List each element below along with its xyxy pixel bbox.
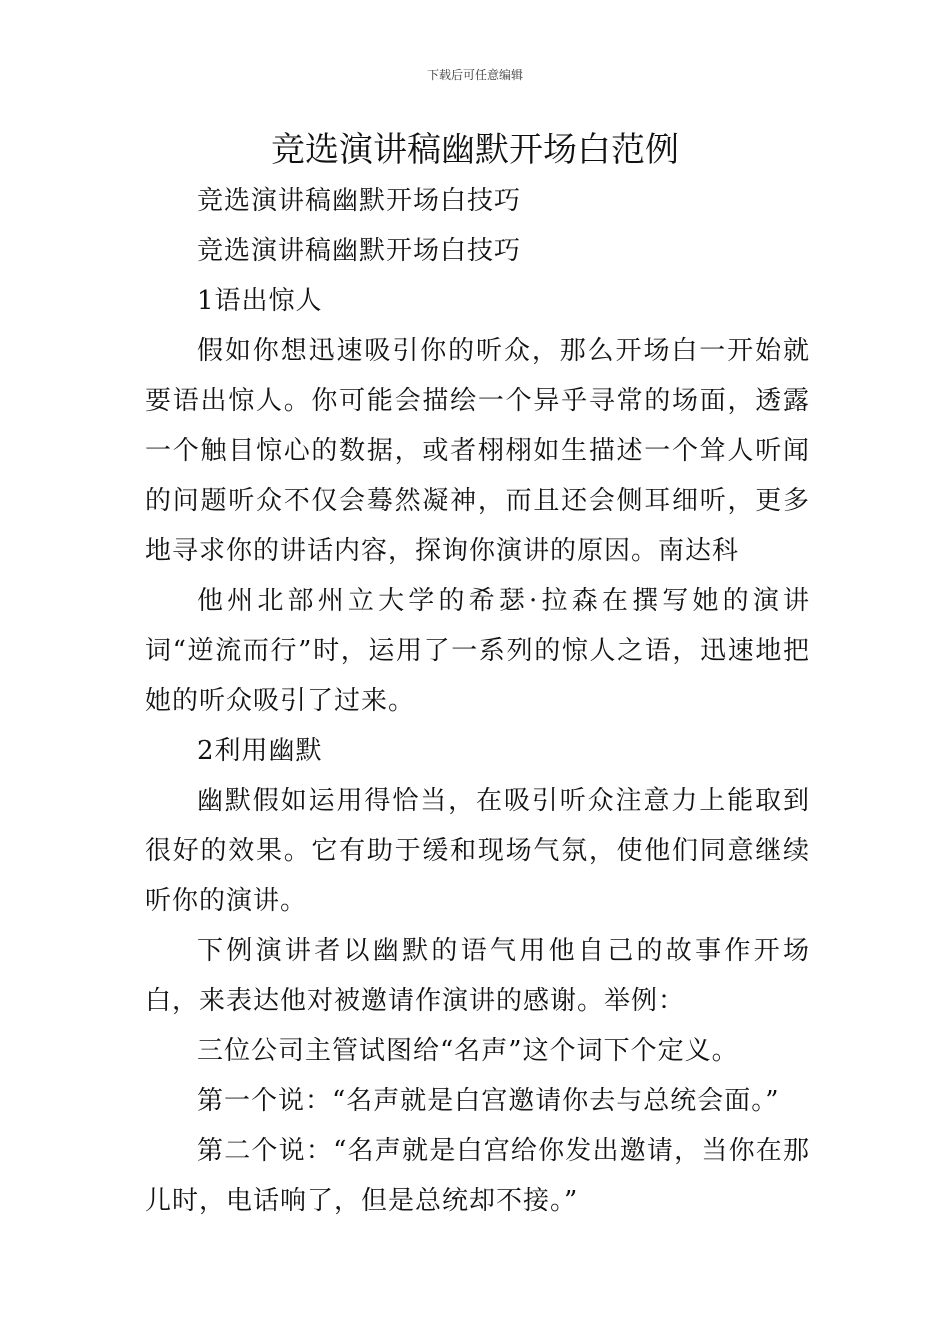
section-heading: 2利用幽默 — [197, 736, 323, 766]
document-body — [145, 176, 810, 1226]
document-title: 竞选演讲稿幽默开场白范例 — [271, 130, 679, 170]
paragraph: 他州北部州立大学的希瑟·拉森在撰写她的演讲词“逆流而行”时，运用了一系列的惊人之语，迅速地把她的听众吸引了过来。 — [145, 586, 810, 716]
page-header-note: 下载后可任意编辑 — [426, 68, 523, 82]
paragraph: 假如你想迅速吸引你的听众，那么开场白一开始就要语出惊人。你可能会描绘一个异乎寻常的场面，透露一个触目惊心的数据，或者栩栩如生描述一个耸人听闻的问题听众不仅会蓦然凝神，而且还会侧耳细听，更多地寻求你的讲话内容，探询你演讲的原因。南达科 — [145, 336, 810, 566]
paragraph: 幽默假如运用得恰当，在吸引听众注意力上能取到很好的效果。它有助于缓和现场气氛，使他们同意继续听你的演讲。 — [145, 786, 810, 916]
section-heading: 1语出惊人 — [197, 286, 323, 316]
paragraph: 第二个说：“名声就是白宫给你发出邀请，当你在那儿时，电话响了，但是总统却不接。” — [145, 1136, 810, 1216]
paragraph: 下例演讲者以幽默的语气用他自己的故事作开场白，来表达他对被邀请作演讲的感谢。举例： — [145, 936, 810, 1016]
paragraph: 三位公司主管试图给“名声”这个词下个定义。 — [197, 1036, 739, 1066]
paragraph: 竞选演讲稿幽默开场白技巧 — [197, 186, 522, 216]
paragraph: 竞选演讲稿幽默开场白技巧 — [197, 236, 522, 266]
paragraph: 第一个说：“名声就是白宫邀请你去与总统会面。” — [197, 1086, 780, 1116]
